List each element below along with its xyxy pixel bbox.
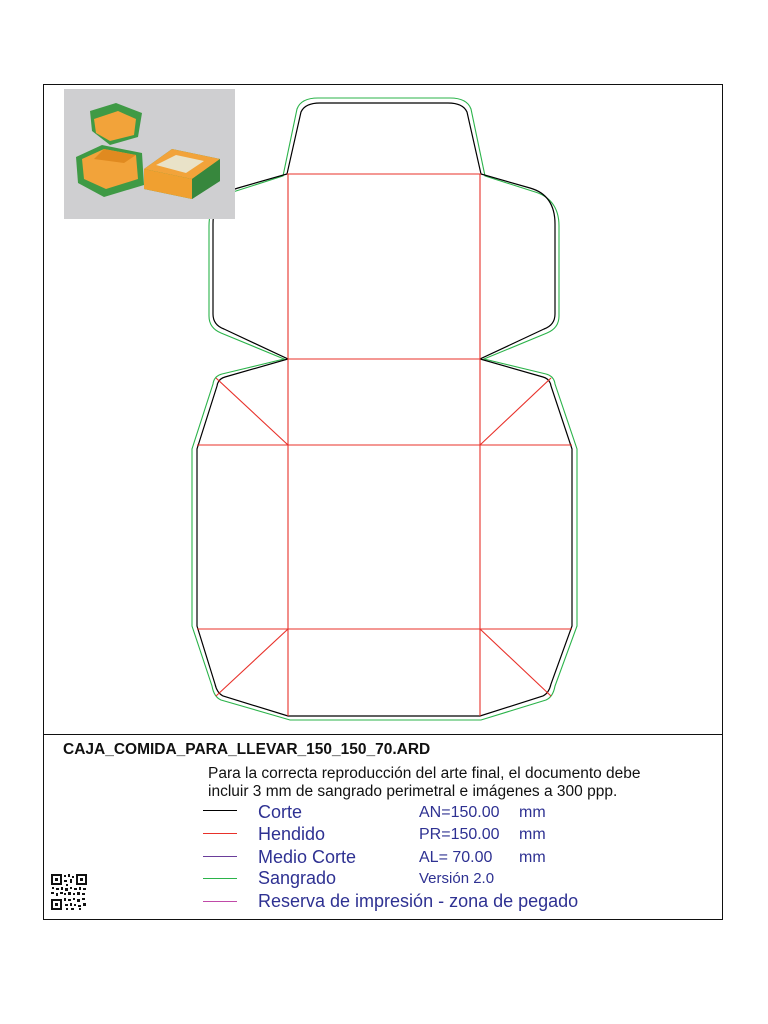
legend-label-glue-zone: Reserva de impresión - zona de pegado [258,891,579,911]
dimension-pr: PR=150.00 [419,826,500,843]
cut-outline [197,103,572,716]
crease-lines [197,174,572,716]
dimension-an-unit: mm [519,804,546,821]
legend-swatch-crease [203,833,237,834]
dimension-pr-unit: mm [519,826,546,843]
legend-panel [43,734,723,920]
print-note-line-1: Para la correcta reproducción del arte final, el documento debe [208,765,641,782]
dimension-an: AN=150.00 [419,804,500,821]
print-note-line-2: incluir 3 mm de sangrado perimetral e imágenes a 300 ppp. [208,783,618,800]
legend-swatch-bleed [203,878,237,879]
version-label: Versión 2.0 [419,870,495,887]
box-mockup-photo [64,89,235,219]
legend-swatch-cut [203,810,237,811]
legend-label-cut: Corte [258,802,303,822]
file-title: CAJA_COMIDA_PARA_LLEVAR_150_150_70.ARD [63,741,431,758]
legend-label-bleed: Sangrado [258,868,337,888]
dimension-al: AL= 70.00 [419,849,493,866]
legend-swatch-glue-zone [203,901,237,902]
legend-label-crease: Hendido [258,824,326,844]
legend-label-half-cut: Medio Corte [258,847,357,867]
legend-swatch-half-cut [203,856,237,857]
dimension-al-unit: mm [519,849,546,866]
qr-code-icon [50,873,88,911]
